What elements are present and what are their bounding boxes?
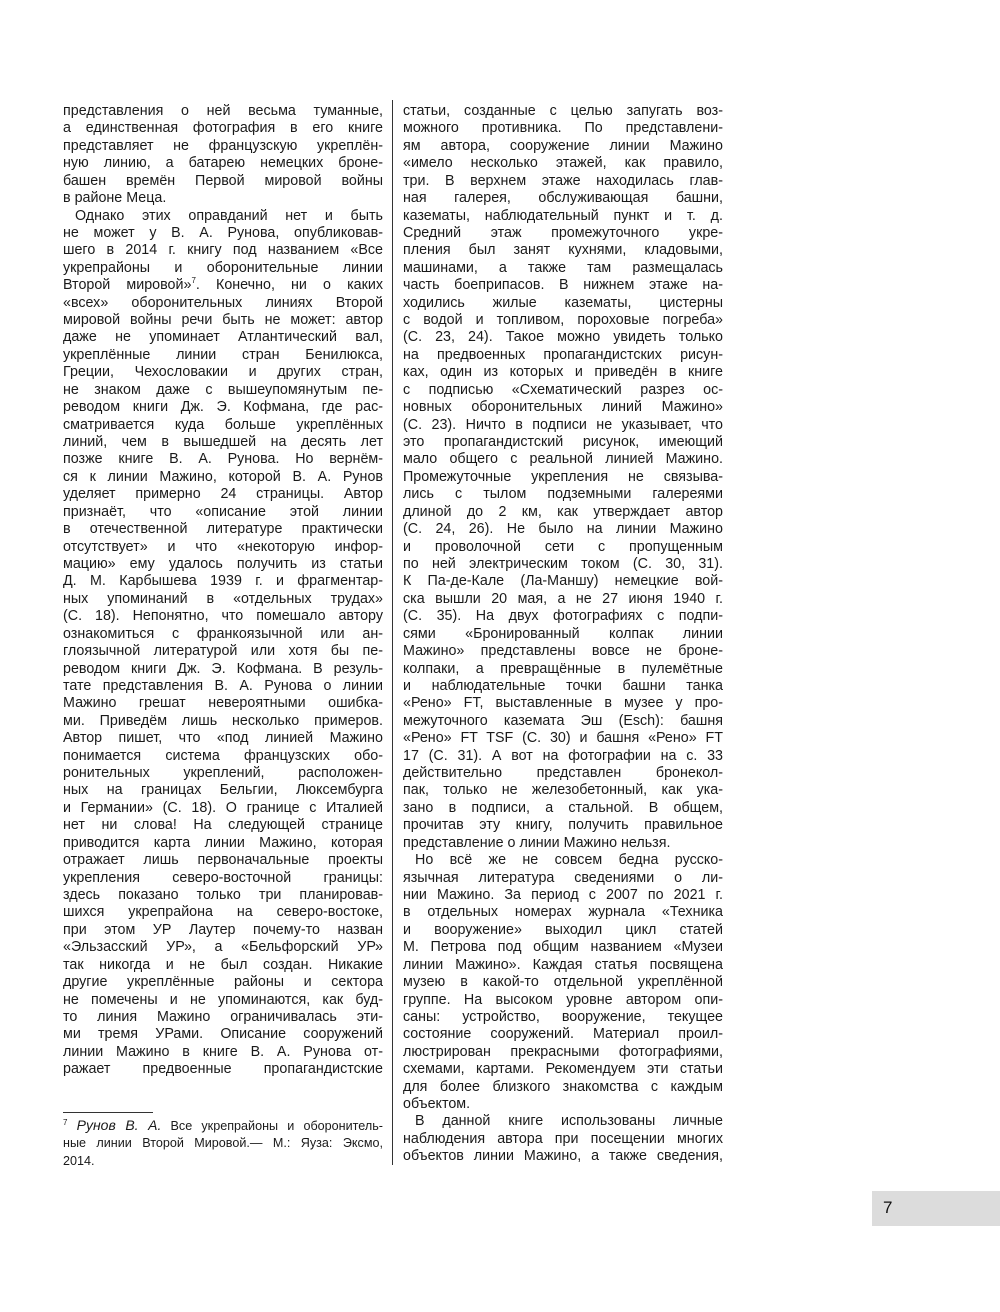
text-line: мало общего с реальной линией Мажино. [403,451,723,468]
text-line: шего в 2014 г. книгу под названием «Все [63,242,383,259]
page-number-box [872,1191,1000,1226]
text-line: ся к линии Мажино, которой В. А. Рунов [63,468,383,485]
text-line: позже книге В. А. Рунова. Но вернём- [63,451,383,468]
text-line: понимается система французских обо- [63,747,383,764]
text-line: ми тремя УРами. Описание сооружений [63,1026,383,1043]
text-line: межуточного каземата Эш (Esch): башня [403,712,723,729]
text-line: представляет не французскую укреплён- [63,137,383,154]
text-line: ходились жилые казематы, цистерны [403,294,723,311]
text-line: группе. На высоком уровне автором опи- [403,991,723,1008]
text-line: линий, чем в вышедшей на десять лет [63,434,383,451]
text-line: сями «Бронированный колпак линии [403,625,723,642]
left-text-column [63,103,383,1079]
text-line: Д. М. Карбышева 1939 г. и фрагментар- [63,573,383,590]
text-line: нии Мажино. За период с 2007 по 2021 г. [403,886,723,903]
text-line: казематы, наблюдательный пункт и т. д. [403,207,723,224]
text-line: ражает предвоенные пропагандистские [63,1061,383,1078]
footnote-line: $^7$ Рунов В. А. Все укрепрайоны и оборонитель- [63,1117,383,1133]
text-line: «имело несколько этажей, как правило, [403,155,723,172]
text-line: длиной до 2 км, как утверждает автор [403,503,723,520]
text-line: «Рено» FT TSF (С. 30) и башня «Рено» FT [403,730,723,747]
text-line: мировой войны речи быть не может: автор [63,312,383,329]
text-line: представления о ней весьма туманные, [63,103,383,119]
text-line: наблюдения автора при посещении многих [403,1130,723,1147]
footnote-marker: 7 [63,1118,68,1127]
text-line: линии Мажино в книге В. А. Рунова от- [63,1043,383,1060]
text-line: уделяет примерно 24 страницы. Автор [63,486,383,503]
text-line: Средний этаж промежуточного укре- [403,224,723,241]
text-line: и наблюдательные точки башни танка [403,677,723,694]
footnote [63,1117,383,1170]
text-line: ми. Приведём лишь несколько примеров. [63,712,383,729]
text-line: не помечены и не упоминаются, как буд- [63,991,383,1008]
text-line: (С. 35). На двух фотографиях с подпи- [403,608,723,625]
text-line: ям автора, сооружение линии Мажино [403,137,723,154]
text-line: Мажино» представлены вовсе не броне- [403,643,723,660]
text-line: отсутствует» и что «некоторую инфор- [63,538,383,555]
text-line: нет ни слова! На следующей странице [63,817,383,834]
text-line: «Рено» FT, выставленные в музее у про- [403,695,723,712]
text-line: ных на границах Бельгии, Люксембурга [63,782,383,799]
text-line: для более близкого знакомства с каждым [403,1078,723,1095]
text-line: глоязычной литературой или хотя бы пе- [63,643,383,660]
text-line: то линия Мажино ограничивалась эти- [63,1008,383,1025]
text-line: лись с тылом подземными галереями [403,486,723,503]
text-line: Второй мировой»$^7$. Конечно, ни о каких [63,277,383,294]
text-line: и Германии» (С. 18). О границе с Италией [63,799,383,816]
text-line: ную линию, а батарею немецких броне- [63,155,383,172]
text-line: В данной книге использованы личные [415,1113,723,1130]
text-line: сматривается куда больше укреплённых [63,416,383,433]
text-line: люстрирован прекрасными фотографиями, [403,1043,723,1060]
text-line: с подписью «Схематический разрез ос- [403,381,723,398]
right-text-column [403,103,723,1166]
text-line: Мажино грешат невероятными ошибка- [63,695,383,712]
text-line: пления был занят кухнями, кладовыми, [403,242,723,259]
text-line: шихся укрепрайона на северо-востоке, [63,904,383,921]
text-line: так никогда и не был создан. Никакие [63,956,383,973]
text-line: укреплённые линии стран Бенилюкса, [63,346,383,363]
text-line: объектов линии Мажино, а также сведения, [403,1148,723,1165]
text-line: отражает лишь первоначальные проекты [63,852,383,869]
text-line: признаёт, что «описание этой линии [63,503,383,520]
text-line: укрепления северо-восточной границы: [63,869,383,886]
text-line: музею в какой-то отдельной укреплённой [403,974,723,991]
text-line: «Эльзасский УР», а «Бельфорский УР» [63,939,383,956]
text-line: статьи, созданные с целью запугать воз- [403,103,723,119]
text-line: это пропагандистский рисунок, имеющий [403,434,723,451]
text-line: 17 (С. 31). А вот на фотографии на с. 33 [403,747,723,764]
text-line: приводится карта линии Мажино, которая [63,834,383,851]
text-line: машинами, а также там размещалась [403,259,723,276]
text-line: мацию» ему удалось получить из статьи [63,555,383,572]
text-line: в районе Меца. [63,190,167,207]
text-line: объектом. [403,1096,471,1113]
text-line: три. В верхнем этаже находилась глав- [403,172,723,189]
text-line: другие укреплённые районы и сектора [63,974,383,991]
text-line: Греции, Чехословакии и других стран, [63,364,383,381]
text-line: язычная литература сведениями о ли- [403,869,723,886]
text-line: ках, один из которых и приведён в книге [403,364,723,381]
text-line: часть боеприпасов. В нижнем этаже на- [403,277,723,294]
text-line: здесь показано только три планировав- [63,886,383,903]
text-line: в отдельных номерах журнала «Техника [403,904,723,921]
text-line: по ней электрическим током (С. 30, 31). [403,555,723,572]
text-line: реводом книги Дж. Э. Кофмана. В резуль- [63,660,383,677]
text-line: состояние сооружений. Материал проил- [403,1026,723,1043]
text-line: ронительных укреплений, расположен- [63,765,383,782]
text-line: ознакомиться с франкоязычной или ан- [63,625,383,642]
text-line: ска вышли 20 мая, а не 27 июня 1940 г. [403,590,723,607]
text-line: колпаки, а превращённые в пулемётные [403,660,723,677]
footnote-reference: 7 [191,277,196,286]
footnote-line: 2014. [63,1153,95,1168]
text-line: не может у В. А. Рунова, опубликовав- [63,224,383,241]
text-line: представление о линии Мажино нельзя. [403,834,671,851]
column-divider [392,100,393,1165]
text-line: (С. 23, 24). Такое можно увидеть только [403,329,723,346]
text-line: ная галерея, обслуживающая башни, [403,190,723,207]
text-line: К Па-де-Кале (Ла-Маншу) немецкие вой- [403,573,723,590]
text-line: не знаком даже с вышеупомянутым пе- [63,381,383,398]
text-line: зано в подписи, а стальной. В общем, [403,799,723,816]
footnote-author: Рунов В. А. [76,1117,162,1133]
text-line: даже не упоминает Атлантический вал, [63,329,383,346]
text-line: прочитав эту книгу, получить правильное [403,817,723,834]
text-line: с водой и топливом, пороховые погреба» [403,312,723,329]
text-line: Промежуточные укрепления не связыва- [403,468,723,485]
text-line: Однако этих оправданий нет и быть [75,207,383,224]
text-line: М. Петрова под общим названием «Музеи [403,939,723,956]
text-line: и вооружение» выходил цикл статей [403,921,723,938]
text-line: пак, только не железобетонный, как ука- [403,782,723,799]
page-number: 7 [883,1198,893,1217]
text-line: «всех» оборонительных линиях Второй [63,294,383,311]
text-line: при этом УР Лаутер почему-то назван [63,921,383,938]
text-line: в отечественной литературе практически [63,521,383,538]
text-line: действительно представлен бронекол- [403,765,723,782]
text-line: схемами, картами. Рекомендуем эти статьи [403,1061,723,1078]
footnote-line: ные линии Второй Мировой.— М.: Яуза: Эксмо, [63,1136,383,1151]
text-line: (С. 23). Ничто в подписи не указывает, что [403,416,723,433]
text-line: башен времён Первой мировой войны [63,172,383,189]
text-line: укрепрайоны и оборонительные линии [63,259,383,276]
text-line: тате представления В. А. Рунова о линии [63,677,383,694]
text-line: реводом книги Дж. Э. Кофмана, где рас- [63,399,383,416]
text-line: линии Мажино». Каждая статья посвящена [403,956,723,973]
text-line: и проволочной сети с пропущенным [403,538,723,555]
text-line: (С. 24, 26). Не было на линии Мажино [403,521,723,538]
text-line: на предвоенных пропагандистских рисун- [403,346,723,363]
footnote-rule [63,1112,153,1113]
text-line: Но всё же не совсем бедна русско- [415,852,723,869]
text-line: саны: устройство, вооружение, текущее [403,1008,723,1025]
text-line: Автор пишет, что «под линией Мажино [63,730,383,747]
text-line: а единственная фотография в его книге [63,120,383,137]
text-line: новных оборонительных линий Мажино» [403,399,723,416]
text-line: можного противника. По представлени- [403,120,723,137]
text-line: (С. 18). Непонятно, что помешало автору [63,608,383,625]
text-line: ных упоминаний в «отдельных трудах» [63,590,383,607]
